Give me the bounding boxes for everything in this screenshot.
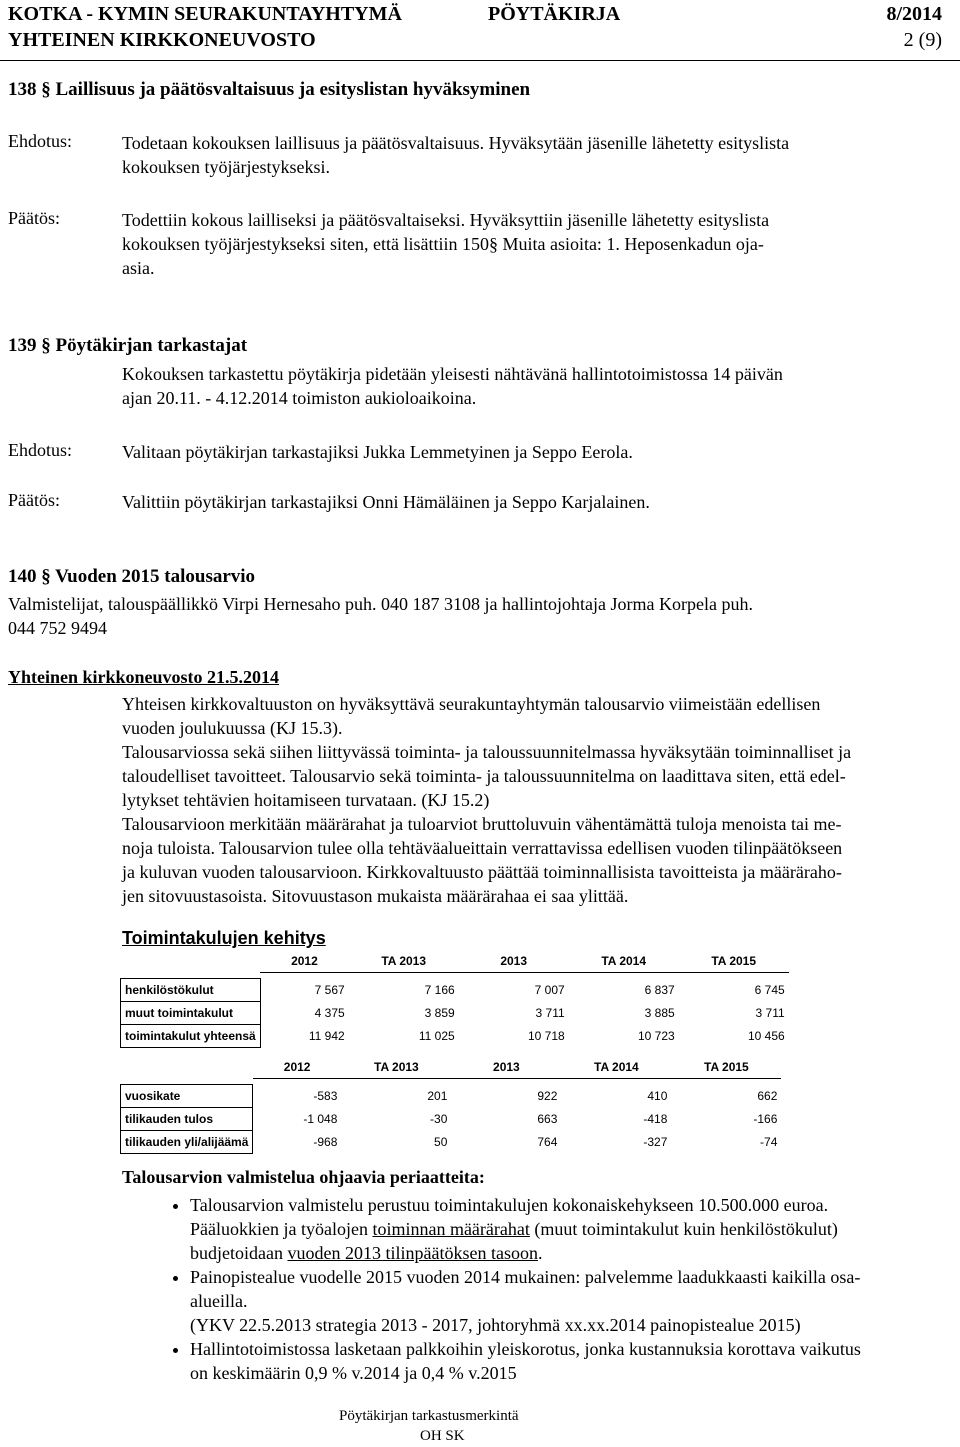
s138-paatos-line: asia.: [122, 258, 155, 278]
table-cell: -74: [760, 1135, 778, 1149]
s140-body-line: Talousarviossa sekä siihen liittyvässä toiminta- ja taloussuunnitelmassa hyväksytään toiminnalliset ja: [122, 742, 852, 762]
column-header: TA 2015: [671, 1056, 781, 1079]
table-cell: 7 007: [534, 983, 565, 997]
s138-ehdotus-line: Todetaan kokouksen laillisuus ja päätösvaltaisuus. Hyväksytään jäsenille lähetetty esityslista: [122, 133, 790, 153]
s140-meeting-heading: Yhteinen kirkkoneuvosto 21.5.2014: [8, 667, 280, 687]
s138-paatos-line: Todettiin kokous lailliseksi ja päätösvaltaiseksi. Hyväksyttiin jäsenille lähetetty esityslista: [122, 210, 770, 230]
footer-label: Pöytäkirjan tarkastusmerkintä: [339, 1408, 519, 1424]
row-label: toimintakulut yhteensä: [121, 1025, 261, 1048]
operating-costs-title: Toimintakulujen kehitys: [122, 928, 326, 948]
table-cell: 50: [434, 1135, 448, 1149]
s140-preparers-line: Valmistelijat, talouspäällikkö Virpi Hernesaho puh. 040 187 3108 ja hallintojohtaja Jorma Korpela puh.: [8, 594, 753, 614]
table-cell: 11 025: [418, 1029, 455, 1043]
table-cell: 11 942: [308, 1029, 345, 1043]
s140-body-line: taloudelliset tavoitteet. Talousarvio sekä toiminta- ja taloussuunnitelma on laadittava siten, että edel-: [122, 766, 846, 786]
row-label: tilikauden yli/alijäämä: [121, 1131, 253, 1154]
table-cell: 10 723: [637, 1029, 675, 1043]
document-number: 8/2014: [886, 3, 942, 25]
s140-body-line: ja kuluvan vuoden talousarvioon. Kirkkovaltuusto päättää toiminnallisista tavoitteista ja määräraho-: [122, 862, 842, 882]
principle-line: (YKV 22.5.2013 strategia 2013 - 2017, johtoryhmä xx.xx.2014 painopistealue 2015): [190, 1315, 801, 1335]
s139-intro: [122, 362, 956, 410]
organization-name: KOTKA - KYMIN SEURAKUNTAYHTYMÄ: [8, 3, 402, 25]
s138-paatos-label: Päätös:: [8, 208, 60, 228]
table-cell: 10 718: [527, 1029, 565, 1043]
s140-body-line: lytykset tehtävien hoitamiseen turvataan. (KJ 15.2): [122, 790, 490, 810]
table-row: [121, 1002, 789, 1025]
financial-result-table: [120, 1056, 781, 1154]
list-item: [190, 1265, 960, 1337]
table-cell: 3 711: [535, 1006, 565, 1020]
table-cell: 7 166: [424, 983, 455, 997]
column-header: TA 2014: [561, 1056, 671, 1079]
column-header: TA 2013: [349, 950, 459, 973]
table-cell: -1 048: [303, 1112, 338, 1126]
table-row: [121, 1108, 782, 1131]
s138-ehdotus-line: kokouksen työjärjestykseksi.: [122, 157, 330, 177]
principle-text: Pääluokkien ja työalojen: [190, 1219, 373, 1239]
s138-paatos-text: [122, 208, 956, 280]
principle-text: budjetoidaan: [190, 1243, 288, 1263]
s138-ehdotus-label: Ehdotus:: [8, 131, 73, 151]
row-label: vuosikate: [121, 1085, 253, 1108]
table-row: [121, 1131, 782, 1154]
table-cell: 3 711: [755, 1006, 785, 1020]
s140-preparers: [8, 592, 956, 640]
principle-line: [190, 1241, 960, 1265]
table-cell: 662: [757, 1089, 778, 1103]
section-140-title: 140 § Vuoden 2015 talousarvio: [8, 566, 256, 587]
principle-line: • Painopistealue vuodelle 2015 vuoden 2014 mukainen: palvelemme laadukkaasti kaikilla osa-: [190, 1267, 861, 1287]
s140-body-line: jen sitovuustasoista. Sitovuustason mukaista määrärahaa ei saa ylittää.: [122, 886, 629, 906]
column-header: 2012: [260, 950, 349, 973]
table-cell: 922: [537, 1089, 558, 1103]
table-cell: -583: [313, 1089, 338, 1103]
principle-underlined-text: toiminnan määrärahat: [372, 1219, 530, 1239]
s140-body: [122, 692, 956, 908]
s140-preparers-line: 044 752 9494: [8, 618, 107, 638]
principle-line: [190, 1217, 960, 1241]
row-label: muut toimintakulut: [121, 1002, 261, 1025]
principles-list: [150, 1193, 960, 1385]
header-divider: [0, 60, 960, 61]
column-header: TA 2015: [679, 950, 789, 973]
table-cell: -968: [313, 1135, 338, 1149]
row-label: tilikauden tulos: [121, 1108, 253, 1131]
s139-ehdotus-label: Ehdotus:: [8, 440, 73, 460]
table-cell: -166: [753, 1112, 778, 1126]
s139-intro-line: Kokouksen tarkastettu pöytäkirja pidetään yleisesti nähtävänä hallintotoimistossa 14 päivän: [122, 364, 783, 384]
principle-text: .: [537, 1243, 543, 1263]
s140-body-line: noja tuloista. Talousarvion tulee olla tehtäväalueittain verrattavissa edellisen vuoden tilinpäätökseen: [122, 838, 843, 858]
table-cell: -327: [643, 1135, 668, 1149]
table-row: [121, 979, 789, 1002]
s139-paatos-label: Päätös:: [8, 490, 60, 510]
s139-paatos-text: Valittiin pöytäkirjan tarkastajiksi Onni Hämäläinen ja Seppo Karjalainen.: [122, 492, 650, 512]
principle-line: on keskimäärin 0,9 % v.2014 ja 0,4 % v.2015: [190, 1363, 517, 1383]
s140-body-line: Talousarvioon merkitään määrärahat ja tuloarviot bruttoluvuin vähentämättä tuloja menoista tai me-: [122, 814, 842, 834]
table-cell: 201: [427, 1089, 448, 1103]
table-cell: 764: [537, 1135, 558, 1149]
s140-body-line: Yhteisen kirkkovaltuuston on hyväksyttävä seurakuntayhtymän talousarvio viimeistään edellisen: [122, 694, 821, 714]
governing-body: YHTEINEN KIRKKONEUVOSTO: [8, 29, 316, 51]
s140-body-line: vuoden joulukuussa (KJ 15.3).: [122, 718, 343, 738]
s139-intro-line: ajan 20.11. - 4.12.2014 toimiston aukioloaikoina.: [122, 388, 477, 408]
table-header-row: [121, 1056, 782, 1079]
column-header: 2012: [253, 1056, 342, 1079]
principle-line: • Hallintotoimistossa lasketaan palkkoihin yleiskorotus, jonka kustannuksia korottava vaikutus: [190, 1339, 861, 1359]
principle-line: • Talousarvion valmistelu perustuu toimintakulujen kokonaiskehykseen 10.500.000 euroa.: [190, 1195, 829, 1215]
table-header-row: [121, 950, 789, 973]
table-cell: -30: [430, 1112, 448, 1126]
s139-ehdotus-text: Valitaan pöytäkirjan tarkastajiksi Jukka Lemmetyinen ja Seppo Eerola.: [122, 442, 633, 462]
s138-paatos-line: kokouksen työjärjestykseksi siten, että lisättiin 150§ Muita asioita: 1. Heposenkadun oja-: [122, 234, 764, 254]
column-header: TA 2014: [569, 950, 679, 973]
column-header: 2013: [459, 950, 569, 973]
principle-underlined-text: vuoden 2013 tilinpäätöksen tasoon: [287, 1243, 538, 1263]
principle-text: (muut toimintakulut kuin henkilöstökulut): [529, 1219, 838, 1239]
table-cell: 410: [647, 1089, 668, 1103]
principle-line: alueilla.: [190, 1291, 248, 1311]
section-138-title: 138 § Laillisuus ja päätösvaltaisuus ja esityslistan hyväksyminen: [8, 79, 531, 100]
operating-costs-table: [120, 950, 789, 1048]
list-item: [190, 1193, 960, 1265]
table-row: [121, 1025, 789, 1048]
table-row: [121, 1085, 782, 1108]
column-header: TA 2013: [341, 1056, 451, 1079]
principles-heading: Talousarvion valmistelua ohjaavia periaatteita:: [122, 1167, 485, 1187]
table-cell: 7 567: [314, 983, 345, 997]
page-number: 2 (9): [903, 29, 942, 51]
table-cell: 10 456: [747, 1029, 785, 1043]
table-cell: 6 837: [644, 983, 675, 997]
document-type: PÖYTÄKIRJA: [488, 3, 621, 25]
list-item: [190, 1337, 960, 1385]
table-cell: -418: [643, 1112, 668, 1126]
table-cell: 3 859: [424, 1006, 455, 1020]
footer-initials: OH SK: [420, 1428, 465, 1444]
table-cell: 3 885: [644, 1006, 675, 1020]
row-label: henkilöstökulut: [121, 979, 261, 1002]
s138-ehdotus-text: [122, 131, 956, 179]
section-139-title: 139 § Pöytäkirjan tarkastajat: [8, 335, 248, 356]
column-header: 2013: [451, 1056, 561, 1079]
table-cell: 663: [537, 1112, 558, 1126]
table-cell: 4 375: [314, 1006, 345, 1020]
table-cell: 6 745: [754, 983, 785, 997]
